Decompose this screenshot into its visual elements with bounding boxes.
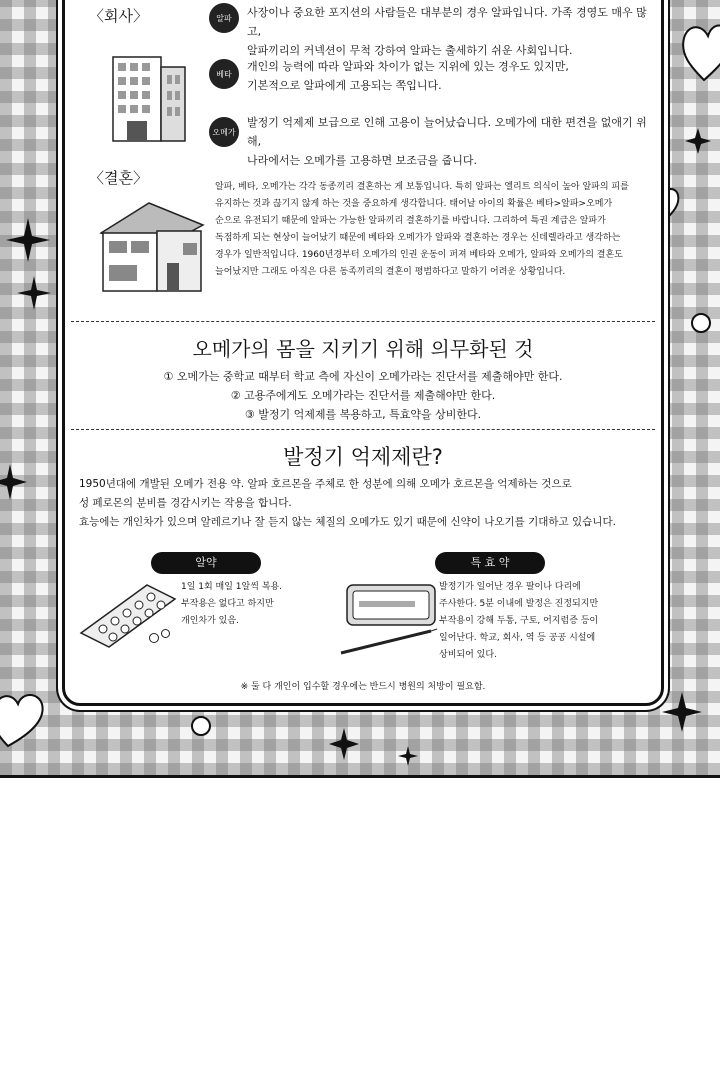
sparkle-icon bbox=[398, 746, 418, 766]
house-icon bbox=[97, 199, 207, 295]
omega-line: 나라에서는 오메가를 고용하면 보조금을 줍니다. bbox=[247, 154, 478, 167]
info-card bbox=[62, 0, 664, 706]
sparkle-icon bbox=[685, 128, 711, 154]
beta-line: 개인의 능력에 따라 알파와 차이가 없는 지위에 있는 경우도 있지만, bbox=[247, 60, 569, 73]
injection-line: 부작용이 강해 두통, 구토, 어지럼증 등이 bbox=[439, 616, 599, 626]
pill-label: 알약 bbox=[151, 552, 261, 574]
injection-line: 일어난다. 학교, 회사, 역 등 공공 시설에 bbox=[439, 633, 596, 643]
injection-line: 주사한다. 5분 이내에 발정은 진정되지만 bbox=[439, 599, 599, 609]
duty-item: ③ 발정기 억제제를 복용하고, 특효약을 상비한다. bbox=[244, 408, 482, 421]
pill-blister-icon bbox=[77, 581, 177, 651]
injection-kit-icon bbox=[335, 579, 439, 665]
duty-item: ② 고용주에게도 오메가라는 진단서를 제출해야만 한다. bbox=[230, 389, 496, 402]
bubble-icon bbox=[192, 717, 210, 735]
divider bbox=[71, 321, 655, 322]
company-label: 〈회사〉 bbox=[89, 7, 148, 25]
sparkle-icon bbox=[6, 218, 50, 262]
divider bbox=[71, 429, 655, 430]
office-building-icon bbox=[105, 51, 195, 143]
omega-text bbox=[247, 113, 657, 170]
omega-badge: 오메가 bbox=[209, 117, 239, 147]
injection-line: 상비되어 있다. bbox=[439, 650, 497, 660]
sparkle-icon bbox=[662, 692, 702, 732]
injection-line: 발정기가 일어난 경우 팔이나 다리에 bbox=[439, 582, 581, 592]
suppressant-title: 발정기 억제제란? bbox=[283, 445, 443, 469]
duty-item: ① 오메가는 중학교 때부터 학교 측에 자신이 오메가라는 진단서를 제출해야만 한다. bbox=[163, 370, 563, 383]
marriage-line: 순으로 유전되기 때문에 알파는 가능한 알파끼리 결혼하기를 바랍니다. 그리하여 특권 계급은 알파가 bbox=[215, 216, 606, 226]
injection-text bbox=[439, 579, 649, 664]
suppressant-line: 1950년대에 개발된 오메가 전용 약. 알파 호르몬을 주체로 한 성분에 의해 오메가 호르몬을 억제하는 것으로 bbox=[79, 478, 572, 490]
beta-text bbox=[247, 57, 657, 95]
pill-text bbox=[181, 579, 331, 630]
marriage-line: 독점하게 되는 현상이 늘어났기 때문에 베타와 오메가가 알파와 결혼하는 경우는 신데렐라라고 생각하는 bbox=[215, 233, 621, 243]
sparkle-icon bbox=[17, 276, 51, 310]
alpha-line: 사장이나 중요한 포지션의 사람들은 대부분의 경우 알파입니다. 가족 경영도 매우 많고, bbox=[247, 6, 647, 38]
prescription-note: ※ 둘 다 개인이 입수할 경우에는 반드시 병원의 처방이 필요함. bbox=[240, 682, 486, 692]
beta-badge: 베타 bbox=[209, 59, 239, 89]
marriage-label: 〈결혼〉 bbox=[89, 169, 148, 187]
beta-line: 기본적으로 알파에게 고용되는 쪽입니다. bbox=[247, 79, 442, 92]
marriage-line: 알파, 베타, 오메가는 각각 동종끼리 결혼하는 게 보통입니다. 특히 알파는 엘리트 의식이 높아 알파의 피를 bbox=[215, 182, 629, 192]
pill-line: 부작용은 없다고 하지만 bbox=[181, 599, 274, 609]
pill-line: 1일 1회 매일 1알씩 복용. bbox=[181, 582, 283, 592]
marriage-line: 경우가 일반적입니다. 1960년경부터 오메가의 인권 운동이 퍼져 베타와 오메가, 알파와 오메가의 결혼도 bbox=[215, 250, 623, 260]
bubble-icon bbox=[692, 314, 710, 332]
sparkle-icon bbox=[329, 728, 359, 760]
alpha-badge: 알파 bbox=[209, 3, 239, 33]
suppressant-line: 성 페로몬의 분비를 경감시키는 작용을 합니다. bbox=[79, 497, 292, 509]
suppressant-line: 효능에는 개인차가 있으며 알레르기나 잘 듣지 않는 체질의 오메가도 있기 때문에 신약이 나오기를 기대하고 있습니다. bbox=[79, 516, 616, 528]
pill-icon bbox=[161, 629, 170, 638]
alpha-text bbox=[247, 3, 657, 60]
marriage-line: 유지하는 것과 끊기지 않게 하는 것을 중요하게 생각합니다. 태어날 아이의 확률은 베타>알파>오메가 bbox=[215, 199, 613, 209]
pill-line: 개인차가 있음. bbox=[181, 616, 239, 626]
duties-list bbox=[65, 367, 661, 424]
marriage-line: 늘어났지만 그래도 아직은 다른 동족끼리의 결혼이 평범하다고 말하기 어려운 상황입니다. bbox=[215, 267, 566, 277]
omega-line: 발정기 억제제 보급으로 인해 고용이 늘어났습니다. 오메가에 대한 편견을 없애기 위해, bbox=[247, 116, 647, 148]
heart-icon bbox=[683, 26, 720, 81]
heart-icon bbox=[0, 695, 43, 746]
marriage-text bbox=[215, 179, 655, 281]
alpha-line: 알파끼리의 커넥션이 무척 강하여 알파는 출세하기 쉬운 사회입니다. bbox=[247, 44, 573, 57]
suppressant-text bbox=[79, 475, 655, 532]
sparkle-icon bbox=[0, 464, 27, 500]
duties-title: 오메가의 몸을 지키기 위해 의무화된 것 bbox=[192, 337, 534, 361]
pill-icon bbox=[149, 633, 159, 643]
injection-label: 특 효 약 bbox=[435, 552, 545, 574]
